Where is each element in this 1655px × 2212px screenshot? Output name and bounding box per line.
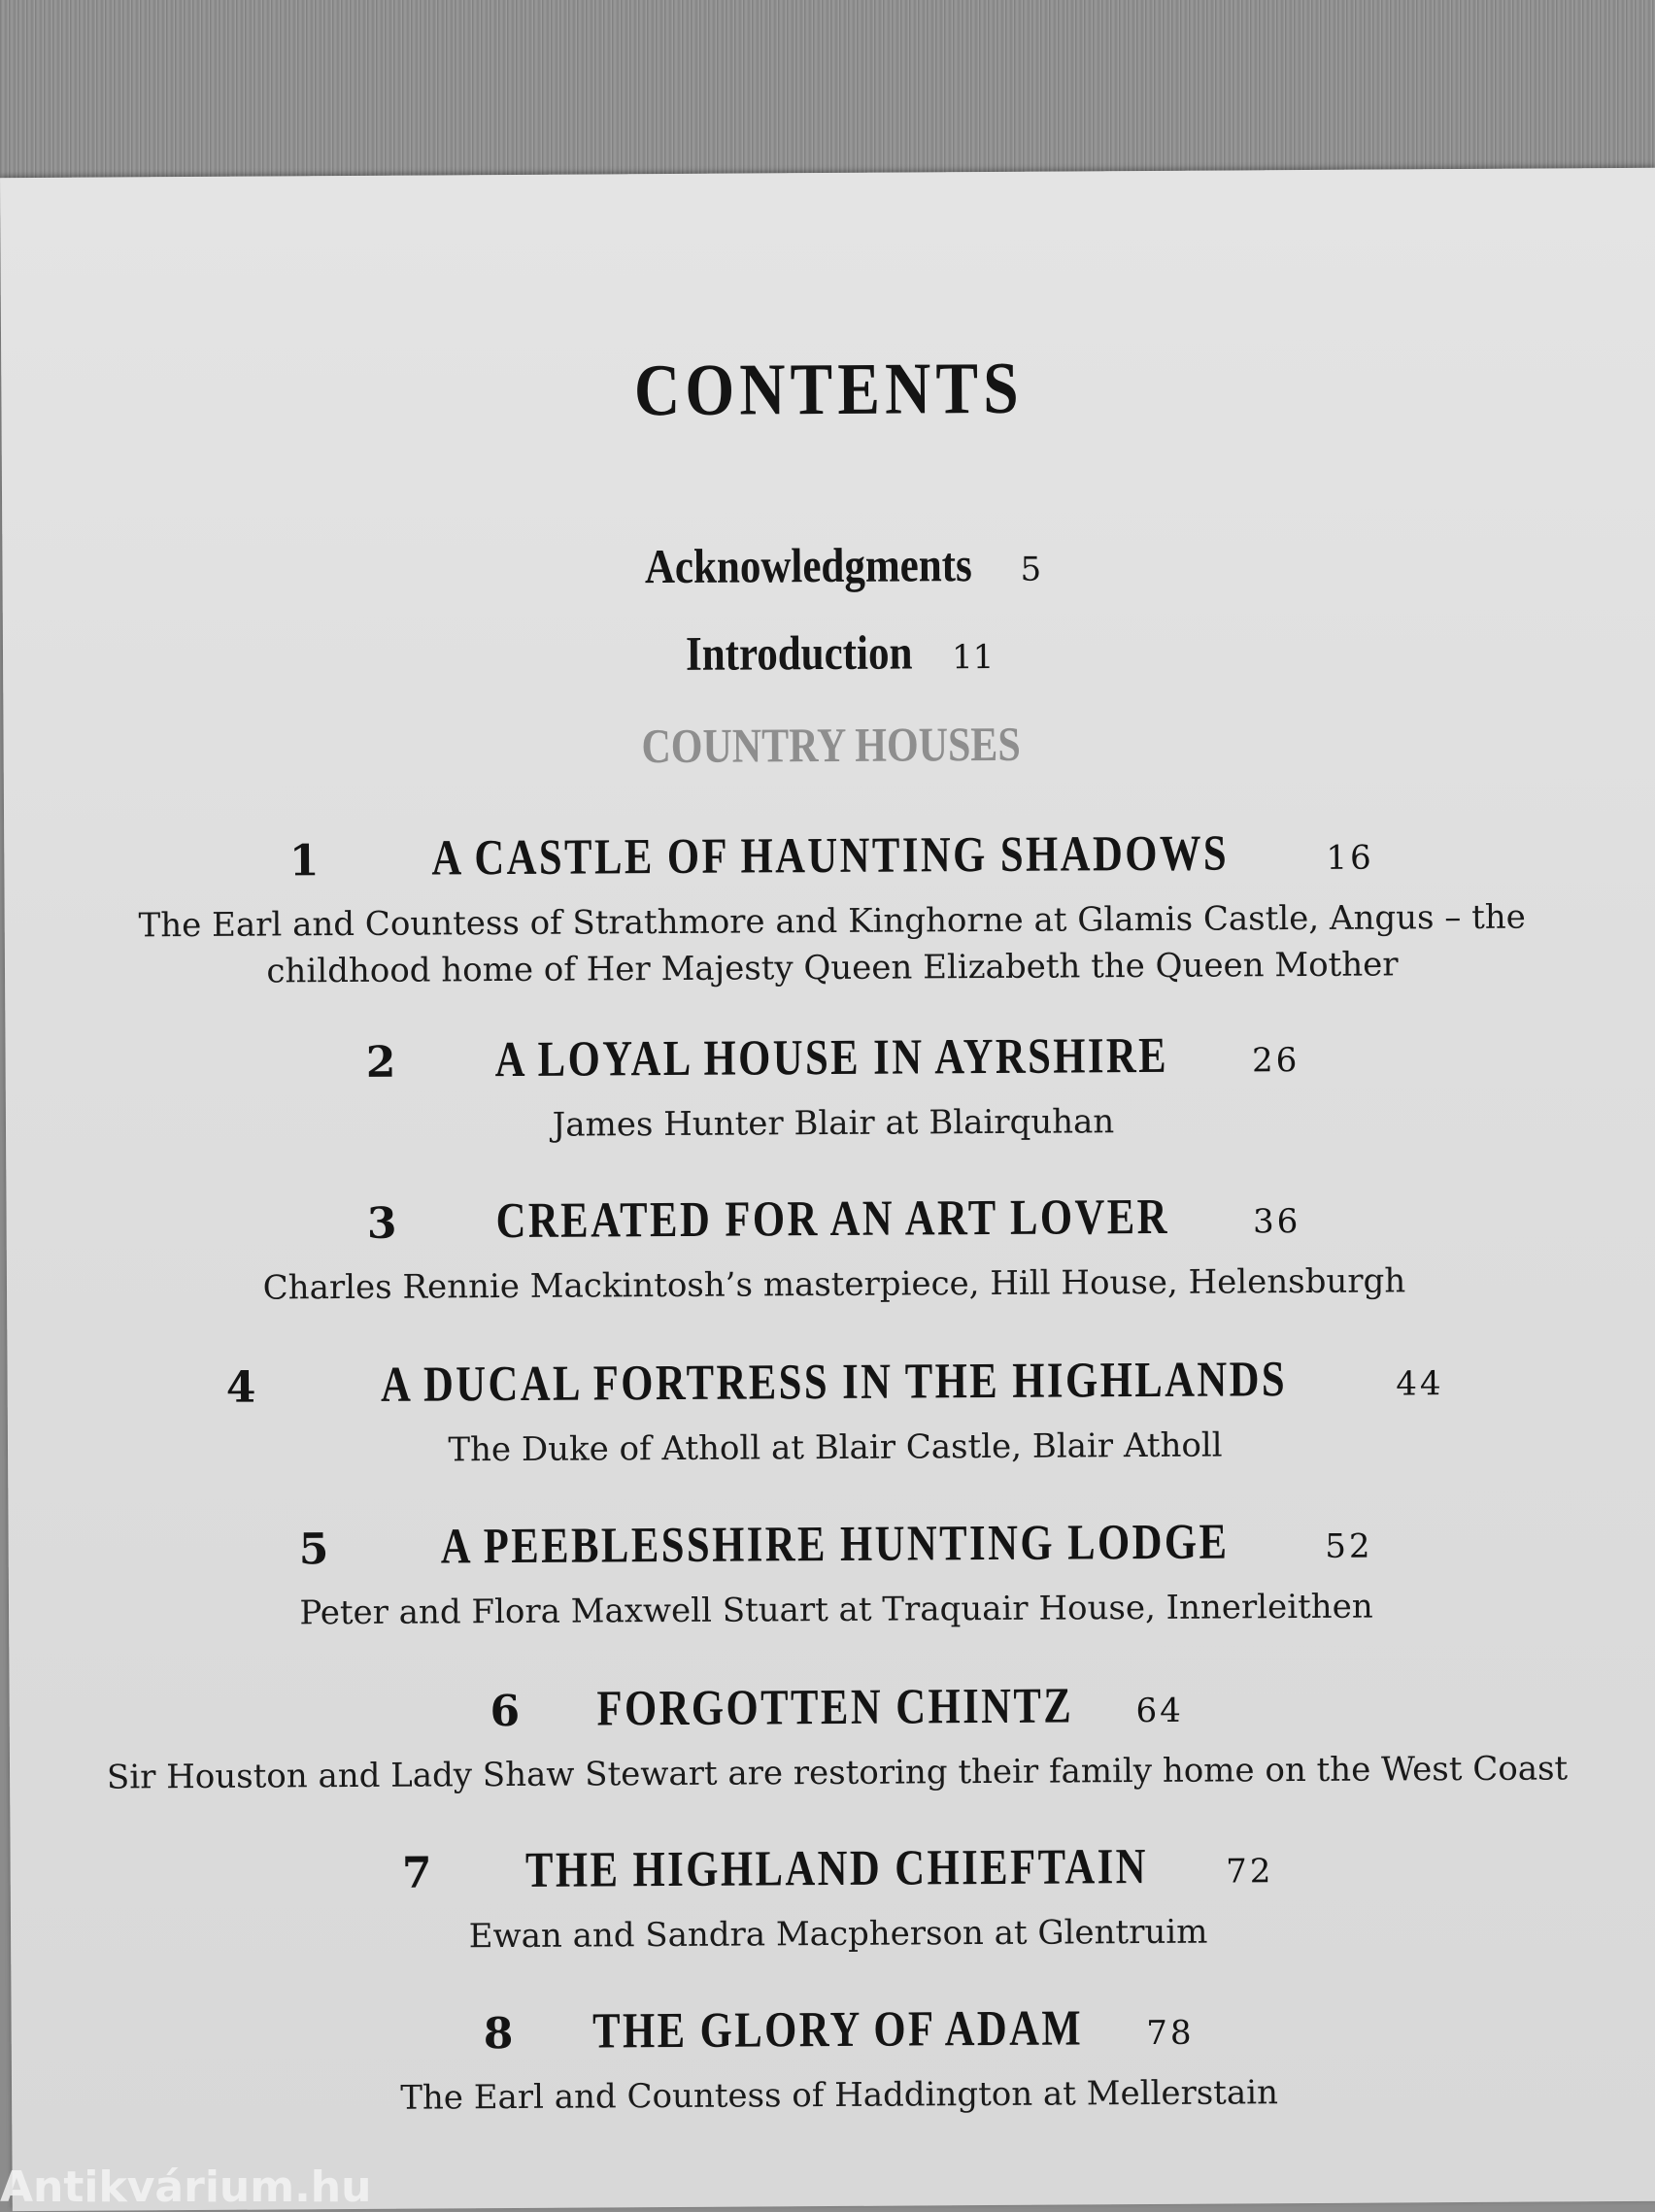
chapter-entry-8	[12, 1994, 1655, 2124]
toc-entry-introduction	[3, 620, 1655, 686]
chapter-description-line: childhood home of Her Majesty Queen Elizabeth the Queen Mother	[266, 945, 1399, 991]
chapter-description	[9, 1582, 1655, 1638]
chapter-description-line: The Duke of Atholl at Blair Castle, Blair Atholl	[448, 1425, 1223, 1470]
chapter-page: 36	[1252, 1202, 1301, 1242]
chapter-description-line: The Earl and Countess of Strathmore and Kinghorne at Glamis Castle, Angus – the	[138, 897, 1526, 946]
chapter-number: 6	[490, 1686, 521, 1737]
background-surface	[0, 0, 1655, 184]
chapter-description-line: Peter and Flora Maxwell Stuart at Traquair House, Innerleithen	[299, 1587, 1373, 1633]
chapter-title: THE GLORY OF ADAM	[591, 2000, 1084, 2060]
book-page	[0, 168, 1655, 2211]
chapter-number: 1	[288, 836, 320, 887]
chapter-number: 3	[366, 1198, 397, 1249]
chapter-description-line: The Earl and Countess of Haddington at Mellerstain	[400, 2073, 1279, 2118]
chapter-entry-6	[9, 1672, 1655, 1801]
chapter-number: 7	[401, 1848, 432, 1898]
chapter-page: 72	[1226, 1852, 1274, 1892]
chapter-description-line: James Hunter Blair at Blairquhan	[552, 1102, 1115, 1145]
chapter-description	[11, 1906, 1655, 1962]
chapter-page: 64	[1135, 1691, 1184, 1731]
chapter-title: A PEEBLESSHIRE HUNTING LODGE	[440, 1514, 1230, 1575]
toc-entry-acknowledgments	[2, 532, 1655, 598]
chapter-page: 52	[1325, 1526, 1373, 1566]
chapter-title: CREATED FOR AN ART LOVER	[495, 1189, 1170, 1250]
chapter-page: 26	[1251, 1041, 1300, 1081]
watermark: Antikvárium.hu	[0, 2162, 372, 2212]
chapter-entry-7	[10, 1833, 1655, 1962]
chapter-description-line: Ewan and Sandra Macpherson at Glentruim	[468, 1912, 1208, 1957]
chapter-description	[12, 2067, 1655, 2124]
toc-entry-label: Acknowledgments	[645, 537, 973, 594]
chapter-description-line: Sir Houston and Lady Shaw Stewart are restoring their family home on the West Coast	[106, 1749, 1569, 1797]
chapter-title: THE HIGHLAND CHIEFTAIN	[524, 1839, 1148, 1898]
chapter-entry-4	[7, 1347, 1655, 1476]
chapter-page: 16	[1326, 838, 1374, 878]
toc-entry-page: 11	[951, 637, 995, 678]
chapter-number: 2	[365, 1037, 396, 1088]
page-title: CONTENTS	[633, 347, 1025, 432]
chapter-number: 4	[225, 1362, 256, 1413]
section-heading: COUNTRY HOUSES	[641, 716, 1021, 774]
chapter-number: 8	[483, 2009, 514, 2060]
chapter-description	[7, 1257, 1655, 1313]
chapter-entry-1	[4, 821, 1655, 996]
chapter-description	[10, 1745, 1655, 1801]
chapter-page: 78	[1146, 2013, 1195, 2054]
chapter-entry-3	[6, 1184, 1655, 1313]
chapter-description	[5, 893, 1655, 996]
chapter-page: 44	[1396, 1364, 1444, 1404]
chapter-description-line: Charles Rennie Mackintosh’s masterpiece, Hill House, Helensburgh	[262, 1261, 1406, 1308]
chapter-description	[6, 1095, 1655, 1152]
chapter-number: 5	[298, 1525, 329, 1575]
chapter-title: A LOYAL HOUSE IN AYRSHIRE	[494, 1027, 1169, 1089]
chapter-title: A DUCAL FORTRESS IN THE HIGHLANDS	[380, 1352, 1288, 1413]
chapter-entry-5	[8, 1509, 1655, 1638]
toc-entry-page: 5	[1020, 550, 1042, 589]
chapter-entry-2	[5, 1022, 1655, 1152]
chapter-title: FORGOTTEN CHINTZ	[596, 1678, 1074, 1737]
toc-entry-label: Introduction	[685, 624, 913, 681]
chapter-title: A CASTLE OF HAUNTING SHADOWS	[431, 825, 1230, 887]
